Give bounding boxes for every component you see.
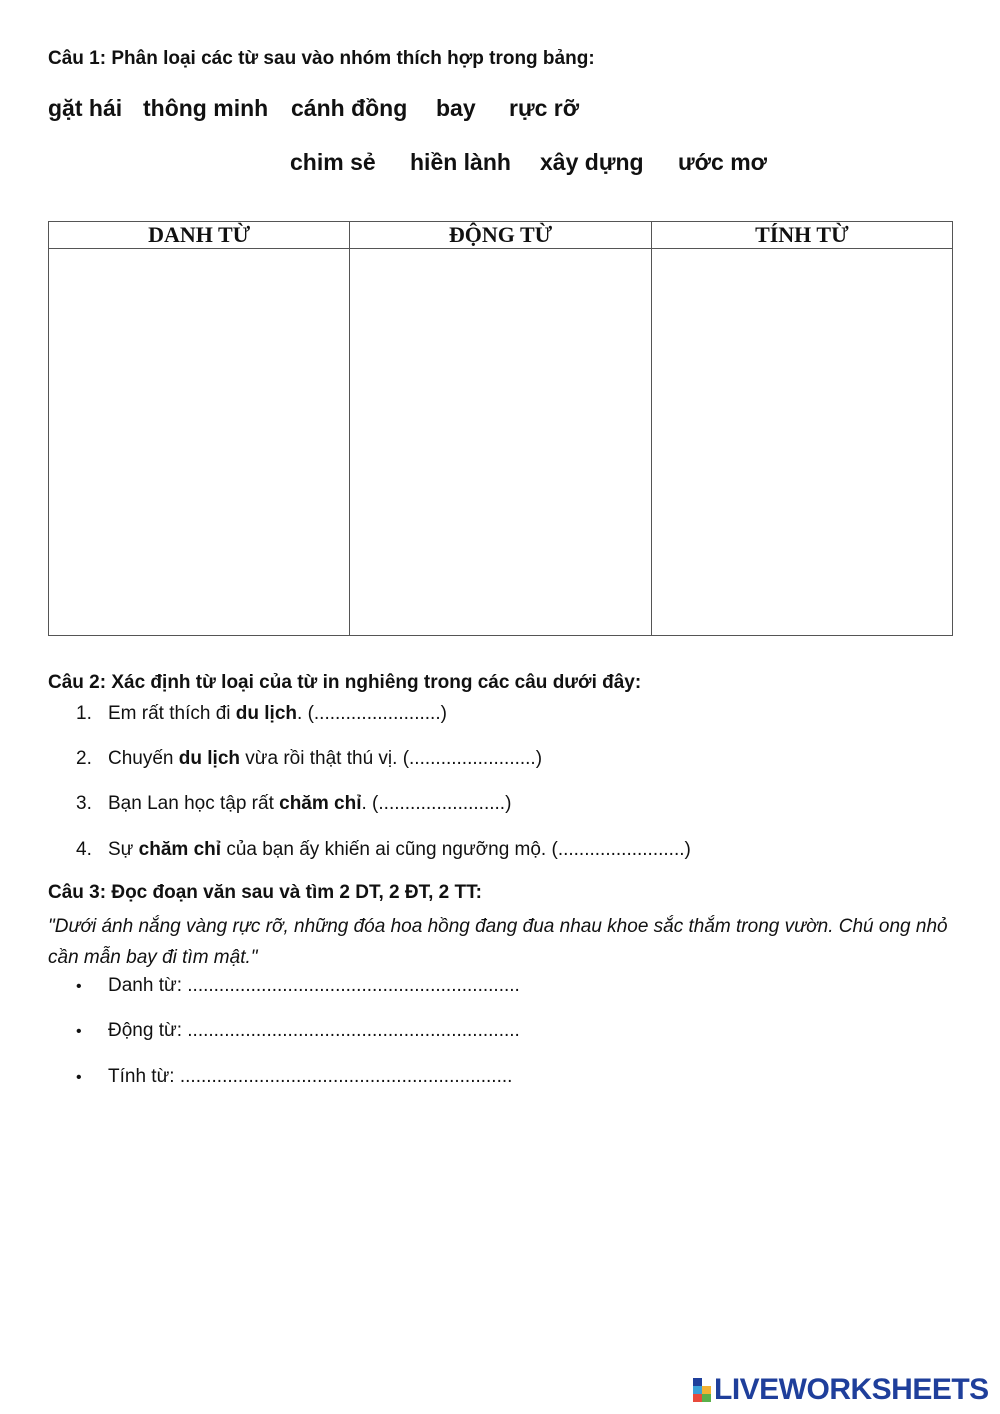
answer-line-tinh-tu[interactable] <box>76 1066 512 1088</box>
bullet-icon: • <box>76 1023 82 1040</box>
liveworksheets-logo-icon <box>693 1378 711 1402</box>
word-item: hiền lành <box>410 149 511 175</box>
item-text: Chuyến <box>108 748 179 769</box>
item-number: 4. <box>76 839 92 860</box>
word-item: chim sẻ <box>290 149 376 175</box>
header-tinh-tu: TÍNH TỪ <box>651 222 952 249</box>
header-danh-tu: DANH TỪ <box>49 222 350 249</box>
item-text: Em rất thích đi <box>108 703 236 724</box>
bullet-icon: • <box>76 978 82 995</box>
answer-cell-dong-tu[interactable] <box>350 249 651 636</box>
word-item: bay <box>436 95 476 121</box>
logo-text: LIVEWORKSHEETS <box>714 1373 989 1406</box>
answer-line-text: Động từ: ............................................................... <box>108 1020 520 1041</box>
item-keyword: chăm chỉ <box>138 839 222 860</box>
word-item: cánh đồng <box>291 95 408 121</box>
question-2-item <box>76 703 447 725</box>
bullet-icon: • <box>76 1069 82 1086</box>
item-text: Sự <box>108 839 139 860</box>
item-keyword: du lịch <box>178 748 241 769</box>
header-dong-tu: ĐỘNG TỪ <box>350 222 651 249</box>
item-keyword: du lịch <box>235 703 298 724</box>
question-1-title: Câu 1: Phân loại các từ sau vào nhóm thích hợp trong bảng: <box>48 48 595 69</box>
question-2-item <box>76 748 542 770</box>
answer-line-dong-tu[interactable] <box>76 1020 520 1042</box>
classification-table <box>48 221 953 636</box>
item-number: 2. <box>76 748 92 769</box>
question-2-title: Câu 2: Xác định từ loại của từ in nghiêng trong các câu dưới đây: <box>48 672 642 693</box>
answer-line-text: Danh từ: ............................................................... <box>108 975 520 996</box>
item-text: Bạn Lan học tập rất <box>108 793 280 814</box>
answer-cell-danh-tu[interactable] <box>49 249 350 636</box>
item-answer-blank[interactable]: vừa rồi thật thú vị. (........................) <box>240 748 543 769</box>
liveworksheets-logo <box>693 1375 989 1405</box>
item-answer-blank[interactable]: của bạn ấy khiến ai cũng ngưỡng mộ. (........................) <box>221 839 691 860</box>
word-item: ước mơ <box>678 149 767 175</box>
item-number: 1. <box>76 703 92 724</box>
question-2-item <box>76 793 511 815</box>
reading-passage: "Dưới ánh nắng vàng rực rỡ, những đóa hoa hồng đang đua nhau khoe sắc thắm trong vườn. Chú ong nhỏ cần mẫn bay đi tìm mật." <box>48 916 948 968</box>
answer-line-danh-tu[interactable] <box>76 975 520 997</box>
word-item: xây dựng <box>540 149 644 175</box>
question-2-item <box>76 839 691 861</box>
item-answer-blank[interactable]: . (........................) <box>361 793 512 814</box>
item-number: 3. <box>76 793 92 814</box>
item-keyword: chăm chỉ <box>279 793 362 814</box>
word-item: rực rỡ <box>509 95 580 121</box>
word-item: gặt hái <box>48 95 123 121</box>
item-answer-blank[interactable]: . (........................) <box>297 703 447 724</box>
answer-line-text: Tính từ: ............................................................... <box>108 1066 513 1087</box>
question-3-title: Câu 3: Đọc đoạn văn sau và tìm 2 DT, 2 ĐT, 2 TT: <box>48 882 482 903</box>
word-item: thông minh <box>143 95 269 121</box>
answer-cell-tinh-tu[interactable] <box>651 249 952 636</box>
